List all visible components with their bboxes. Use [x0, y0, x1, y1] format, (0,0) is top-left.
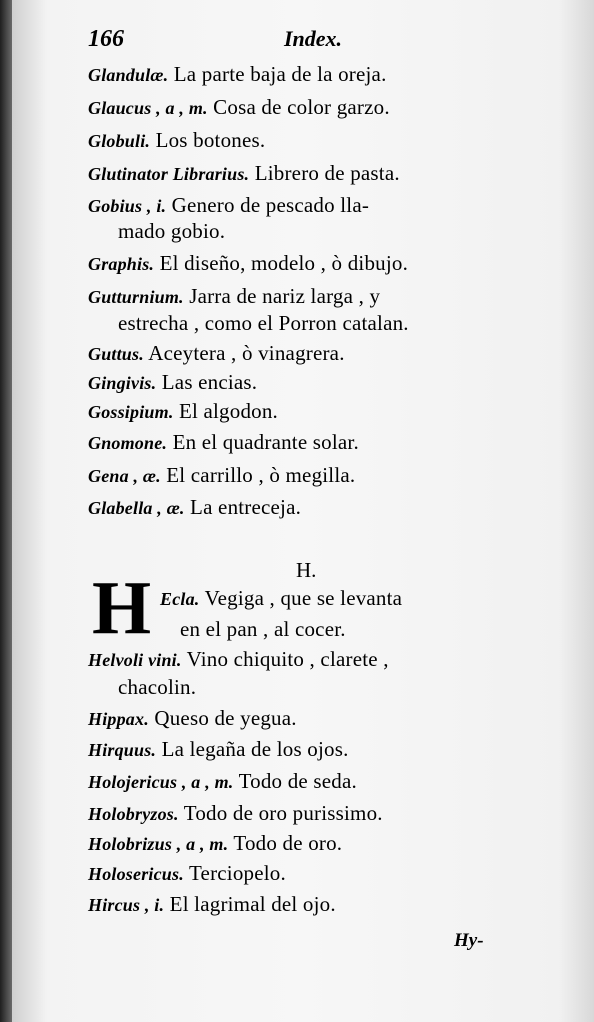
entry-definition: mado gobio. — [118, 219, 226, 243]
entry-line — [88, 370, 257, 395]
entry-continuation — [118, 675, 196, 700]
entry-term: Ecla. — [160, 589, 200, 609]
entry-definition: Los botones. — [155, 128, 266, 152]
entry-line — [88, 251, 408, 276]
entry-term: Glaucus , a , m. — [88, 98, 208, 118]
running-title: Index. — [284, 26, 343, 51]
catchword: Hy- — [454, 930, 484, 951]
entry-term: Glabella , æ. — [88, 498, 185, 518]
entry-definition: La entreceja. — [190, 495, 302, 519]
entry-term: Guttus. — [88, 344, 144, 364]
entry-definition: El algodon. — [178, 399, 279, 423]
entry-continuation — [118, 219, 225, 244]
entry-line — [88, 341, 345, 366]
entry-line — [88, 128, 265, 153]
entry-definition: Librero de pasta. — [254, 161, 400, 185]
entry-term: Glandulæ. — [88, 65, 169, 85]
entry-definition: Genero de pescado lla- — [171, 193, 370, 217]
book-spine-shadow — [0, 0, 12, 1022]
entry-term: Holojericus , a , m. — [88, 772, 234, 792]
entry-definition: En el quadrante solar. — [172, 430, 359, 454]
entry-line — [88, 463, 355, 488]
entry-continuation — [118, 311, 409, 336]
entry-definition: Terciopelo. — [189, 861, 286, 885]
page-number: 166 — [88, 26, 124, 52]
entry-line — [88, 399, 278, 424]
section-heading: H. — [296, 558, 317, 582]
entry-term: Hippax. — [88, 709, 149, 729]
entry-definition: Todo de seda. — [238, 769, 357, 793]
entry-definition: Vino chiquito , clarete , — [186, 647, 389, 671]
entry-line — [160, 586, 402, 611]
entry-line — [88, 737, 349, 762]
entry-definition: en el pan , al cocer. — [180, 617, 346, 641]
entry-line — [88, 892, 336, 917]
entry-line — [88, 647, 389, 672]
entry-definition: El carrillo , ò megilla. — [166, 463, 356, 487]
entry-term: Gutturnium. — [88, 287, 184, 307]
entry-definition: Todo de oro. — [233, 831, 343, 855]
entry-term: Gnomone. — [88, 433, 168, 453]
entry-term: Gena , æ. — [88, 466, 161, 486]
entry-definition: El lagrimal del ojo. — [169, 892, 336, 916]
entry-definition: chacolin. — [118, 675, 197, 699]
entry-line — [88, 495, 301, 520]
entry-line — [88, 831, 342, 856]
entry-term: Gossipium. — [88, 402, 174, 422]
entry-term: Graphis. — [88, 254, 155, 274]
entry-line — [88, 861, 286, 886]
entry-definition: Jarra de nariz larga , y — [189, 284, 381, 308]
entry-term: Globuli. — [88, 131, 151, 151]
entry-line — [88, 284, 380, 309]
entry-definition: Todo de oro purissimo. — [183, 801, 383, 825]
entry-continuation — [180, 617, 346, 642]
entry-line — [88, 95, 390, 120]
entry-term: Holobrizus , a , m. — [88, 834, 229, 854]
entry-term: Holosericus. — [88, 864, 184, 884]
entry-line — [88, 62, 387, 87]
entry-line — [88, 706, 297, 731]
entry-definition: Queso de yegua. — [154, 706, 297, 730]
entry-definition: Las encias. — [161, 370, 258, 394]
entry-definition: estrecha , como el Porron catalan. — [118, 311, 409, 335]
entry-line — [88, 161, 400, 186]
entry-term: Gingivis. — [88, 373, 157, 393]
entry-term: Holobryzos. — [88, 804, 179, 824]
entry-line — [88, 769, 357, 794]
entry-line — [88, 193, 369, 218]
entry-term: Gobius , i. — [88, 196, 167, 216]
entry-term: Hircus , i. — [88, 895, 165, 915]
entry-term: Hirquus. — [88, 740, 157, 760]
entry-definition: La parte baja de la oreja. — [173, 62, 387, 86]
entry-definition: Cosa de color garzo. — [213, 95, 390, 119]
entry-definition: Vegiga , que se levanta — [204, 586, 403, 610]
drop-capital: H — [92, 566, 152, 650]
entry-line — [88, 430, 359, 455]
entry-line — [88, 801, 383, 826]
page-header — [88, 26, 488, 56]
entry-definition: Aceytera , ò vinagrera. — [148, 341, 345, 365]
entry-term: Helvoli vini. — [88, 650, 182, 670]
entry-definition: La legaña de los ojos. — [161, 737, 349, 761]
entry-term: Glutinator Librarius. — [88, 164, 250, 184]
entry-definition: El diseño, modelo , ò dibujo. — [159, 251, 409, 275]
